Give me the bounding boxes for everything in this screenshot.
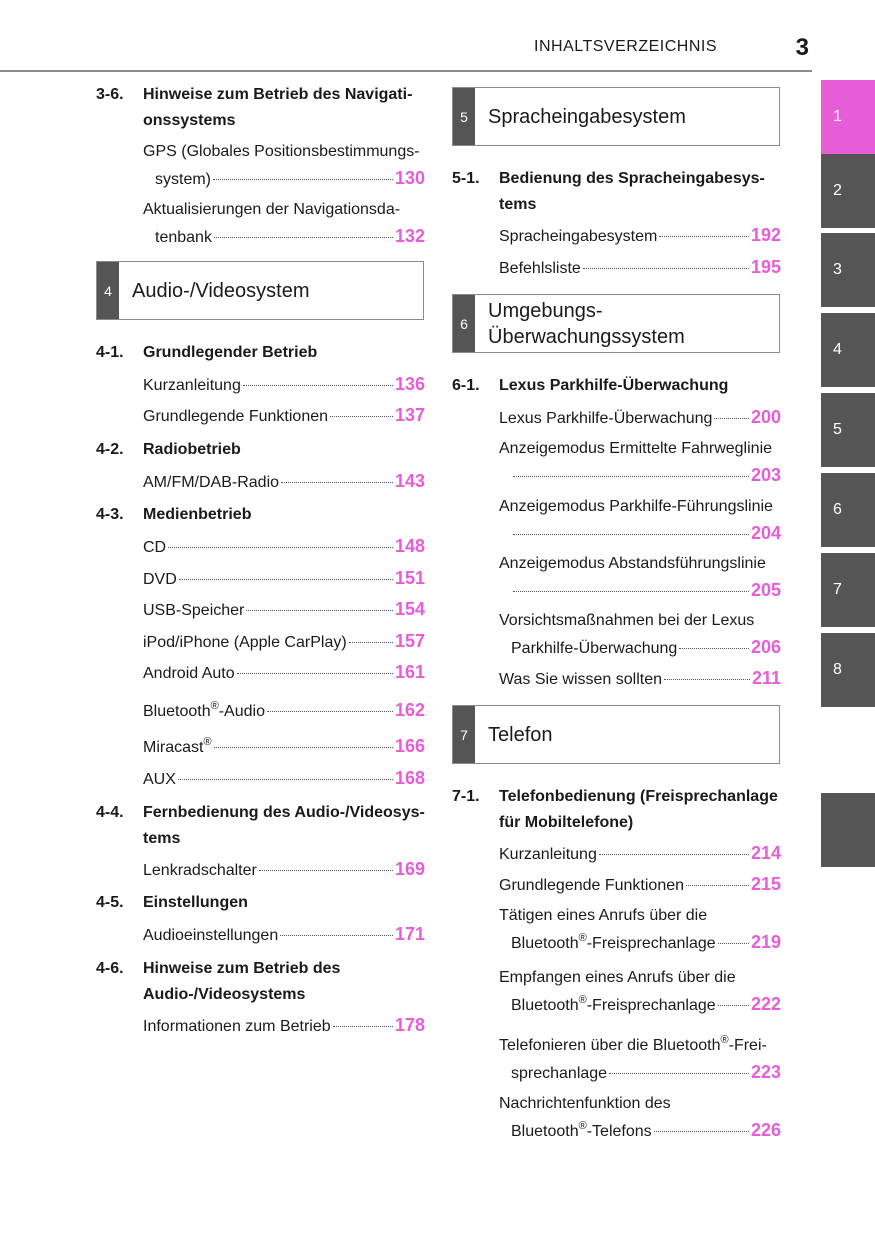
leader-dots	[659, 236, 749, 237]
entry-text: Befehlsliste	[499, 260, 581, 277]
toc-entry-befehlsliste[interactable]	[499, 254, 781, 282]
entry-text: AUX	[143, 771, 176, 788]
leader-dots	[718, 943, 749, 944]
toc-entry-radio[interactable]	[143, 468, 425, 496]
leader-dots	[214, 747, 393, 748]
entry-text-line1: Tätigen eines Anrufs über die	[499, 907, 708, 924]
page-reference[interactable]: 143	[394, 471, 425, 491]
toc-entry-vorsichtsmassnahmen[interactable]	[499, 608, 781, 662]
leader-dots	[333, 1026, 393, 1027]
leader-dots	[267, 711, 393, 712]
toc-entry-lexus-parkhilfe[interactable]	[499, 404, 781, 432]
toc-entry-audioeinstellungen[interactable]	[143, 921, 425, 949]
side-tab-2[interactable]: 2	[821, 154, 875, 228]
entry-text-pre: Bluetooth	[511, 1123, 579, 1140]
toc-entry-bluetooth-audio[interactable]	[143, 697, 425, 725]
entry-text-line2: tenbank	[155, 229, 212, 246]
entry-text-line2	[511, 1119, 652, 1145]
side-tab-6[interactable]: 6	[821, 473, 875, 547]
leader-dots	[280, 935, 393, 936]
toc-entry-navigation-update[interactable]	[143, 197, 425, 251]
entry-text-pre: Bluetooth	[143, 703, 211, 720]
chapter-title: Audio-/Videosystem	[132, 279, 310, 302]
chapter-number: 4	[97, 262, 119, 319]
registered-mark: ®	[578, 993, 587, 1006]
page-number: 3	[795, 34, 809, 61]
chapter-number: 7	[453, 706, 475, 763]
toc-entry-fuehrungslinie[interactable]	[499, 494, 781, 546]
page-reference[interactable]: 162	[394, 700, 425, 720]
toc-entry-gps[interactable]	[143, 139, 425, 193]
leader-dots	[168, 547, 393, 548]
toc-entry-grundlegende-funktionen-telefon[interactable]	[499, 871, 781, 899]
leader-dots	[513, 476, 749, 477]
page-reference[interactable]: 130	[394, 168, 425, 188]
entry-text-pre: Bluetooth	[511, 997, 579, 1014]
side-tab-1[interactable]: 1	[821, 80, 875, 154]
page-reference[interactable]: 195	[750, 257, 781, 277]
entry-text-line2: Parkhilfe-Überwachung	[511, 640, 678, 657]
registered-mark: ®	[578, 931, 587, 944]
chapter-title: Umgebungs-Überwachungssystem	[488, 299, 685, 348]
entry-text: Audioeinstellungen	[143, 927, 279, 944]
page-reference[interactable]: 169	[394, 859, 425, 879]
page-reference[interactable]: 166	[394, 736, 425, 756]
toc-entry-aux[interactable]	[143, 765, 425, 793]
entry-text-line1: Anzeigemodus Ermittelte Fahrweglinie	[499, 440, 773, 457]
side-tab-3[interactable]: 3	[821, 233, 875, 307]
page-reference[interactable]: 204	[750, 523, 781, 543]
leader-dots	[330, 416, 393, 417]
entry-text-line1: Nachrichtenfunktion des	[499, 1095, 671, 1112]
entry-text: Grundlegende Funktionen	[499, 877, 685, 894]
page-reference[interactable]: 154	[394, 599, 425, 619]
entry-text-line1: Aktualisierungen der Navigationsda-	[143, 201, 401, 218]
entry-text: AM/FM/DAB-Radio	[143, 474, 280, 491]
registered-mark: ®	[720, 1033, 729, 1046]
leader-dots	[686, 885, 749, 886]
toc-entry-telefonieren[interactable]	[499, 1033, 781, 1087]
leader-dots	[599, 854, 749, 855]
leader-dots	[259, 870, 393, 871]
section-title: Radiobetrieb	[143, 441, 241, 458]
section-number: 4-2.	[96, 441, 124, 458]
section-number: 4-4.	[96, 804, 124, 821]
entry-text: CD	[143, 539, 167, 556]
toc-entry-was-sie-wissen-sollten[interactable]	[499, 665, 781, 693]
page-reference[interactable]: 151	[394, 568, 425, 588]
toc-entry-android-auto[interactable]	[143, 659, 425, 687]
toc-entry-usb[interactable]	[143, 596, 425, 624]
page-reference[interactable]: 206	[750, 637, 781, 657]
toc-entry-dvd[interactable]	[143, 565, 425, 593]
leader-dots	[349, 642, 393, 643]
entry-text-line1	[499, 1033, 781, 1059]
section-title: Fernbedienung des Audio-/Videosys-tems	[143, 804, 425, 847]
registered-mark: ®	[203, 735, 212, 748]
section-title: Lexus Parkhilfe-Überwachung	[499, 377, 729, 394]
entry-text: Informationen zum Betrieb	[143, 1018, 331, 1035]
entry-text-line1: Vorsichtsmaßnahmen bei der Lexus	[499, 612, 755, 629]
page-reference[interactable]: 161	[394, 662, 425, 682]
leader-dots	[718, 1005, 749, 1006]
running-header-title: INHALTSVERZEICHNIS	[534, 38, 717, 55]
leader-dots	[214, 237, 393, 238]
chapter-box-4[interactable]	[96, 261, 424, 320]
entry-text: Grundlegende Funktionen	[143, 408, 329, 425]
toc-entry-abstandsfuehrungslinie[interactable]	[499, 551, 781, 603]
page-reference[interactable]: 137	[394, 405, 425, 425]
entry-text-line1: GPS (Globales Positionsbestimmungs-	[143, 143, 420, 160]
page-reference[interactable]: 211	[751, 668, 781, 688]
entry-text: DVD	[143, 571, 177, 588]
entry-text-line2	[511, 931, 716, 957]
chapter-title: Telefon	[488, 723, 553, 746]
toc-entry-kurzanleitung-telefon[interactable]	[499, 840, 781, 868]
toc-entry-ipod[interactable]	[143, 628, 425, 656]
page-reference[interactable]: 157	[394, 631, 425, 651]
page-reference[interactable]: 178	[394, 1015, 425, 1035]
entry-text-line2: sprechanlage	[511, 1065, 608, 1082]
section-title: Bedienung des Spracheingabesys-tems	[499, 170, 765, 213]
leader-dots	[243, 385, 393, 386]
side-tab-7[interactable]: 7	[821, 553, 875, 627]
page-reference[interactable]: 136	[394, 374, 425, 394]
entry-text: Kurzanleitung	[499, 846, 597, 863]
entry-text	[143, 699, 265, 725]
toc-entry-nachrichtenfunktion[interactable]	[499, 1091, 781, 1145]
entry-text-line1: Anzeigemodus Parkhilfe-Führungslinie	[499, 498, 773, 515]
entry-text-post: -Freisprechanlage	[586, 997, 716, 1014]
page-reference[interactable]: 205	[750, 580, 781, 600]
section-title: Hinweise zum Betrieb des Navigati-onssystems	[143, 86, 413, 129]
page-reference[interactable]: 222	[750, 994, 781, 1014]
toc-entry-lenkradschalter[interactable]	[143, 856, 425, 884]
toc-entry-spracheingabesystem[interactable]	[499, 222, 781, 250]
leader-dots	[679, 648, 749, 649]
section-title: Einstellungen	[143, 894, 248, 911]
page-reference[interactable]: 214	[750, 843, 781, 863]
section-number: 5-1.	[452, 170, 480, 187]
entry-text-line1: Empfangen eines Anrufs über die	[499, 969, 736, 986]
section-number: 4-3.	[96, 506, 124, 523]
section-number: 4-1.	[96, 344, 124, 361]
leader-dots	[654, 1131, 749, 1132]
entry-text-pre: Bluetooth	[511, 935, 579, 952]
leader-dots	[583, 268, 749, 269]
entry-text-line1: Anzeigemodus Abstandsführungslinie	[499, 555, 766, 572]
section-number: 7-1.	[452, 788, 480, 805]
leader-dots	[609, 1073, 749, 1074]
side-tab-4[interactable]: 4	[821, 313, 875, 387]
entry-text: Lenkradschalter	[143, 862, 257, 879]
entry-text-post: -Audio	[218, 703, 265, 720]
entry-text-line2: system)	[155, 171, 211, 188]
chapter-number: 5	[453, 88, 475, 145]
page-reference[interactable]: 200	[750, 407, 781, 427]
side-tab-8[interactable]: 8	[821, 633, 875, 707]
section-number: 6-1.	[452, 377, 480, 394]
entry-text-pre: Miracast	[143, 739, 204, 756]
section-title: Grundlegender Betrieb	[143, 344, 318, 361]
entry-text-post: -Telefons	[586, 1123, 652, 1140]
toc-entry-empfangen-anruf[interactable]	[499, 965, 781, 1019]
leader-dots	[237, 673, 393, 674]
page-reference[interactable]: 132	[394, 226, 425, 246]
section-number: 4-5.	[96, 894, 124, 911]
entry-text	[143, 735, 212, 761]
chapter-title: Spracheingabesystem	[488, 105, 686, 128]
side-tab-5[interactable]: 5	[821, 393, 875, 467]
toc-entry-taetigen-anruf[interactable]	[499, 903, 781, 957]
entry-text-pre: Telefonieren über die Bluetooth	[499, 1037, 721, 1054]
entry-text-post: -Freisprechanlage	[586, 935, 716, 952]
page-reference[interactable]: 192	[750, 225, 781, 245]
entry-text: USB-Speicher	[143, 602, 245, 619]
page-reference[interactable]: 219	[750, 932, 781, 952]
entry-text: iPod/iPhone (Apple CarPlay)	[143, 634, 347, 651]
page-reference[interactable]: 171	[394, 924, 425, 944]
entry-text: Was Sie wissen sollten	[499, 671, 663, 688]
registered-mark: ®	[578, 1119, 587, 1132]
toc-entry-informationen[interactable]	[143, 1012, 425, 1040]
page-reference[interactable]: 215	[750, 874, 781, 894]
toc-entry-grundlegende-funktionen[interactable]	[143, 402, 425, 430]
section-title: Medienbetrieb	[143, 506, 252, 523]
chapter-box-5[interactable]	[452, 87, 780, 146]
page-reference[interactable]: 168	[394, 768, 425, 788]
entry-text-line2	[511, 993, 716, 1019]
leader-dots	[664, 679, 750, 680]
page-reference[interactable]: 226	[750, 1120, 781, 1140]
leader-dots	[179, 579, 393, 580]
section-title: Hinweise zum Betrieb des Audio-/Videosystems	[143, 960, 341, 1003]
leader-dots	[178, 779, 393, 780]
section-number: 4-6.	[96, 960, 124, 977]
chapter-number: 6	[453, 295, 475, 352]
toc-entry-cd[interactable]	[143, 533, 425, 561]
chapter-box-7[interactable]	[452, 705, 780, 764]
side-tab-index[interactable]	[821, 793, 875, 867]
section-number: 3-6.	[96, 86, 124, 103]
leader-dots	[281, 482, 393, 483]
leader-dots	[513, 591, 749, 592]
chapter-box-6[interactable]	[452, 294, 780, 353]
page-reference[interactable]: 148	[394, 536, 425, 556]
entry-text: Spracheingabesystem	[499, 228, 658, 245]
toc-entry-kurzanleitung[interactable]	[143, 371, 425, 399]
leader-dots	[246, 610, 393, 611]
leader-dots	[213, 179, 393, 180]
toc-entry-miracast[interactable]	[143, 733, 425, 761]
registered-mark: ®	[210, 699, 219, 712]
header-divider	[0, 70, 812, 72]
page-reference[interactable]: 203	[750, 465, 781, 485]
entry-text: Lexus Parkhilfe-Überwachung	[499, 410, 713, 427]
entry-text: Android Auto	[143, 665, 235, 682]
page-reference[interactable]: 223	[750, 1062, 781, 1082]
leader-dots	[513, 534, 749, 535]
entry-text: Kurzanleitung	[143, 377, 241, 394]
section-title: Telefonbedienung (Freisprechanlage für Mobiltelefone)	[499, 788, 778, 831]
toc-entry-fahrweglinie[interactable]	[499, 436, 781, 488]
leader-dots	[714, 418, 749, 419]
entry-text-post: -Frei-	[728, 1037, 767, 1054]
